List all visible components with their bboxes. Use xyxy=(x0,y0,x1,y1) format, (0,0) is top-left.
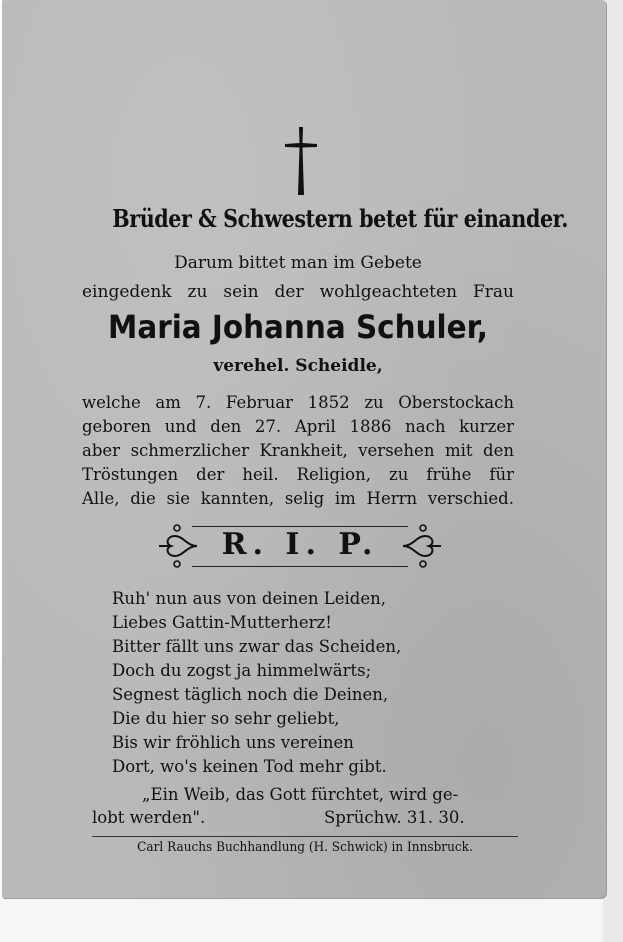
biography-line: Tröstungen der heil. Religion, zu frühe für xyxy=(82,465,514,484)
poem-line: Die du hier so sehr geliebt, xyxy=(112,709,340,728)
deceased-name: Maria Johanna Schuler, xyxy=(108,308,488,346)
scan-background-edge xyxy=(603,0,623,942)
biography-line: aber schmerzlicher Krankheit, versehen mit den xyxy=(82,441,514,460)
poem-line: Liebes Gattin-Mutterherz! xyxy=(112,613,332,632)
memorial-card xyxy=(2,0,606,898)
card-heading: Brüder & Schwestern betet für einander. xyxy=(112,204,568,233)
married-name: verehel. Scheidle, xyxy=(213,356,383,376)
scan-background-bottom xyxy=(0,898,623,942)
poem-line: Doch du zogst ja himmelwärts; xyxy=(112,661,372,680)
poem-line: Segnest täglich noch die Deinen, xyxy=(112,685,389,704)
poem-line: Bis wir fröhlich uns vereinen xyxy=(112,733,354,752)
poem-line: Dort, wo's keinen Tod mehr gibt. xyxy=(112,757,387,776)
poem-line: Bitter fällt uns zwar das Scheiden, xyxy=(112,637,402,656)
rip-text: R. I. P. xyxy=(221,527,379,562)
printer-imprint: Carl Rauchs Buchhandlung (H. Schwick) in Innsbruck. xyxy=(137,840,473,855)
biography-line: welche am 7. Februar 1852 zu Oberstockach xyxy=(82,393,514,412)
latin-cross-icon xyxy=(283,125,319,197)
poem-line: Ruh' nun aus von deinen Leiden, xyxy=(112,589,386,608)
rip-rule-bottom xyxy=(192,566,408,567)
proverb-reference: Sprüchw. 31. 30. xyxy=(324,808,465,827)
request-line: Darum bittet man im Gebete xyxy=(174,253,422,273)
footer-rule xyxy=(92,836,518,837)
proverb-quote-line: „Ein Weib, das Gott fürchtet, wird ge- xyxy=(142,785,459,804)
proverb-quote-line: lobt werden". xyxy=(92,808,206,827)
biography-line: geboren und den 27. April 1886 nach kurzer xyxy=(82,417,514,436)
biography-line: Alle, die sie kannten, selig im Herrn verschied. xyxy=(82,489,514,508)
remember-line: eingedenk zu sein der wohlgeachteten Frau xyxy=(82,282,514,302)
